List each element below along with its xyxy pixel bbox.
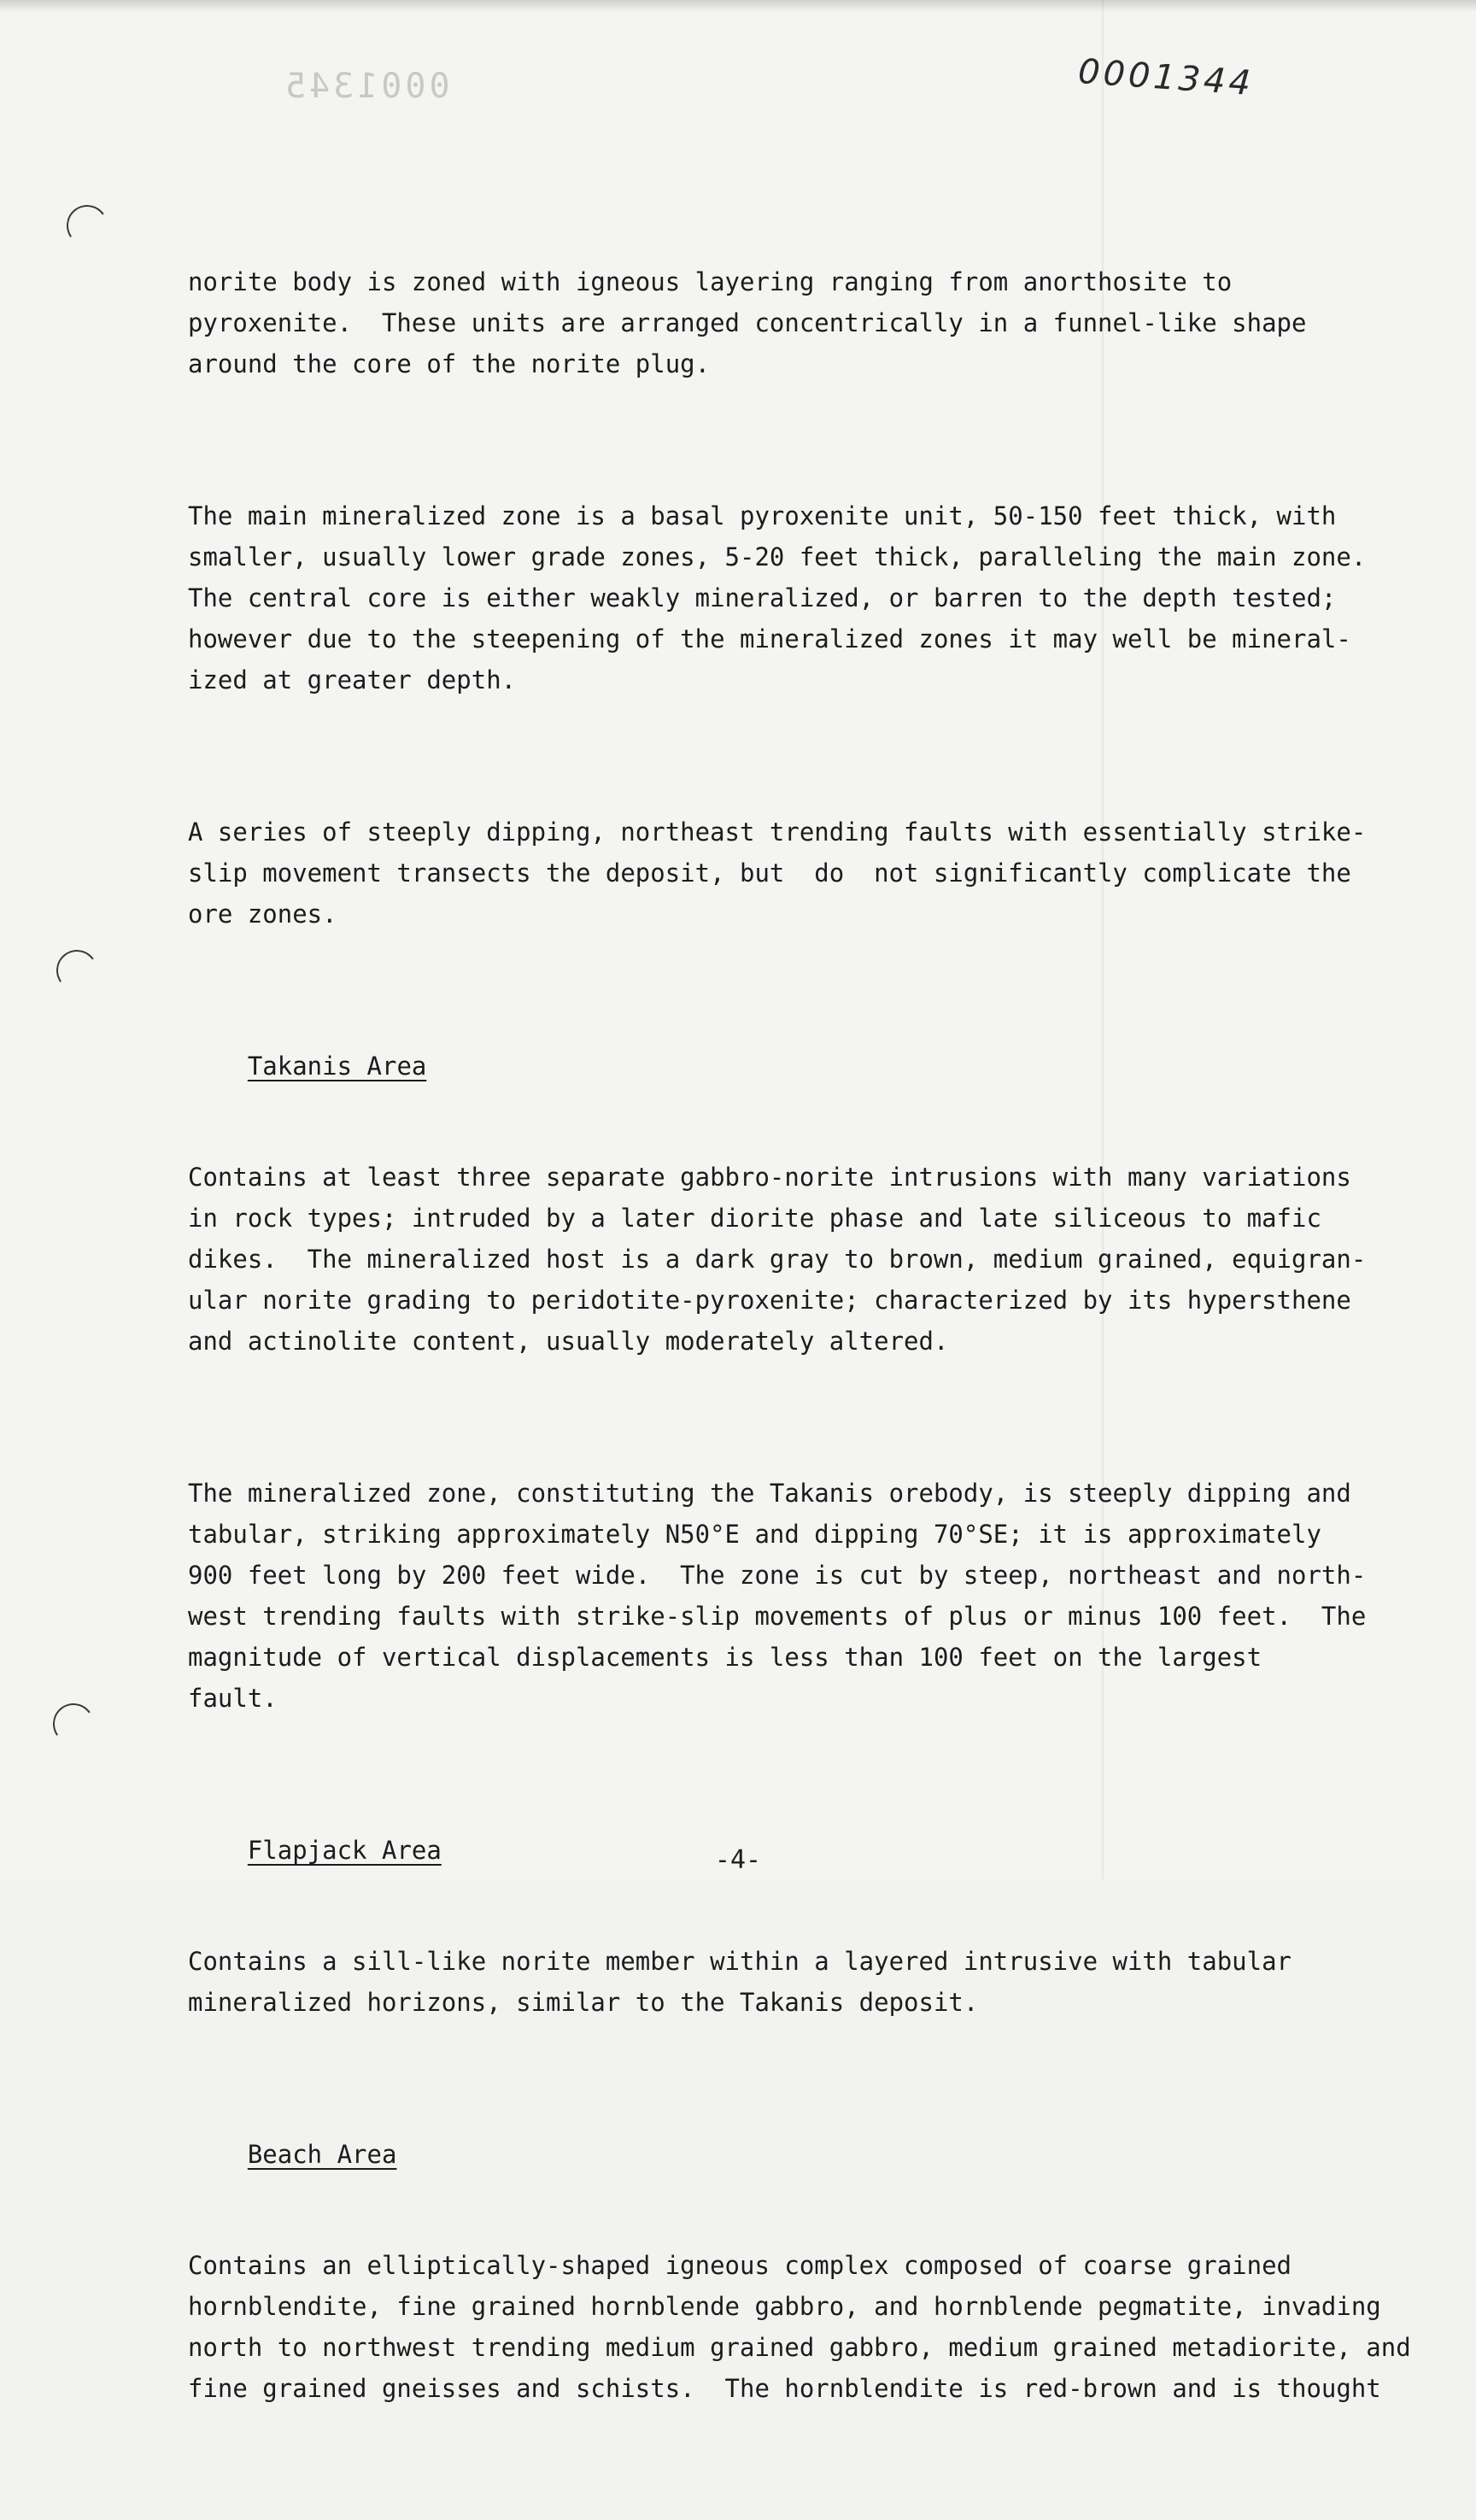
flapjack-heading: Flapjack Area xyxy=(247,1836,442,1865)
document-body xyxy=(188,179,1411,2520)
punch-hole-mark xyxy=(50,1700,97,1748)
punch-hole-mark xyxy=(63,202,111,249)
bates-stamp-number: 0001344 xyxy=(1076,51,1256,104)
takanis-heading: Takanis Area xyxy=(247,1052,427,1081)
flapjack-paragraph-1: Contains a sill-like norite member within a layered intrusive with tabular mineralized horizons, similar to the Takanis deposit. xyxy=(188,1947,1292,2017)
takanis-paragraph-2: The mineralized zone, constituting the Takanis orebody, is steeply dipping and tabular, striking approximately N50°E and dipping 70°SE; it is approximately 900 feet long by 200 feet wide. The zone is cut by steep, northeast and north- west trending faults with strike-slip movements of plus or minus 100 feet. The magnitude of vertical displacements is less than 100 feet on the largest fault. xyxy=(188,1479,1367,1713)
intro-paragraph-2: The main mineralized zone is a basal pyroxenite unit, 50-150 feet thick, with smaller, usually lower grade zones, 5-20 feet thick, paralleling the main zone. The central core is either weakly mineralized, or barren to the depth tested; however due to the steepening of the mineralized zones it may well be mineral- ized at greater depth. xyxy=(188,501,1367,694)
bleed-through-stamp: 0001345 xyxy=(282,67,450,106)
takanis-paragraph-1: Contains at least three separate gabbro-norite intrusions with many variations in rock types; intruded by a later diorite phase and late siliceous to mafic dikes. The mineralized host is a dark gray to brown, medium grained, equigran- ular norite grading to peridotite-pyroxenite; characterized by its hypersthene and actinolite content, usually moderately altered. xyxy=(188,1163,1367,1356)
intro-paragraph-3: A series of steeply dipping, northeast trending faults with essentially strike- slip movement transects the deposit, but do not significantly complicate the ore zones. xyxy=(188,818,1367,929)
beach-paragraph-1: Contains an elliptically-shaped igneous complex composed of coarse grained hornblendite, fine grained hornblende gabbro, and hornblende pegmatite, invading north to northwest trending medium grained gabbro, medium grained metadiorite, and fine grained gneisses and schists. The hornblendite is red-brown and is thought xyxy=(188,2251,1411,2403)
scan-top-edge xyxy=(0,0,1476,12)
intro-paragraph-1: norite body is zoned with igneous layering ranging from anorthosite to pyroxenite. These units are arranged concentrically in a funnel-like shape around the core of the norite plug. xyxy=(188,267,1307,378)
beach-heading: Beach Area xyxy=(247,2140,397,2169)
punch-hole-mark xyxy=(53,946,101,994)
page-number: -4- xyxy=(714,1845,762,1875)
